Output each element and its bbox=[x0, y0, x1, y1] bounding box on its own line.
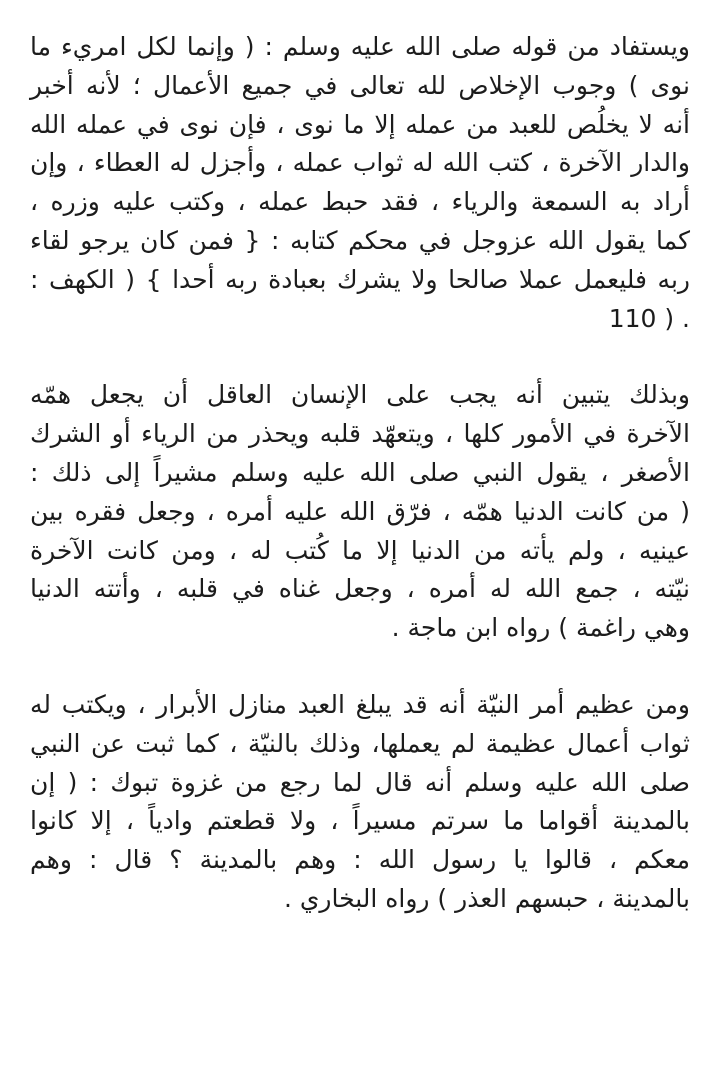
text-line: ثواب أعمال عظيمة لم يعملها، وذلك بالنيّة ، كما ثبت عن النبي bbox=[30, 728, 690, 758]
text-line: بالمدينة ، حبسهم العذر ) رواه البخاري . bbox=[283, 883, 690, 913]
text-line: معكم ، قالوا يا رسول الله : وهم بالمدينة ؟ قال : وهم bbox=[30, 845, 690, 875]
text-line: عينيه ، ولم يأته من الدنيا إلا ما كُتب له ، ومن كانت الآخرة bbox=[30, 535, 690, 565]
paragraph-2 bbox=[30, 376, 690, 648]
text-line: 110 ) . bbox=[608, 303, 690, 333]
text-line: ومن عظيم أمر النيّة أنه قد يبلغ العبد منازل الأبرار ، ويكتب له bbox=[30, 689, 690, 719]
paragraph-spacer bbox=[30, 338, 690, 376]
text-line: صلى الله عليه وسلم أنه قال لما رجع من غزوة تبوك : ( إن bbox=[30, 767, 690, 797]
text-line: والدار الآخرة ، كتب الله له ثواب عمله ، وأجزل له العطاء ، وإن bbox=[30, 148, 690, 178]
text-line: وبذلك يتبين أنه يجب على الإنسان العاقل أن يجعل همّه bbox=[30, 380, 690, 410]
paragraph-3 bbox=[30, 686, 690, 919]
paragraph-1 bbox=[30, 28, 690, 338]
text-line: ربه فليعمل عملا صالحا ولا يشرك بعبادة ربه أحدا } ( الكهف : bbox=[30, 264, 690, 294]
text-line: ( من كانت الدنيا همّه ، فرّق الله عليه أمره ، وجعل فقره بين bbox=[30, 496, 690, 526]
text-line: بالمدينة أقواما ما سرتم مسيراً ، ولا قطعتم وادياً ، إلا كانوا bbox=[30, 806, 690, 836]
text-line: نوى ) وجوب الإخلاص لله تعالى في جميع الأعمال ؛ لأنه أخبر bbox=[30, 70, 690, 100]
text-line: ويستفاد من قوله صلى الله عليه وسلم : ( وإنما لكل امريء ما bbox=[30, 32, 690, 61]
text-line: كما يقول الله عزوجل في محكم كتابه : { فمن كان يرجو لقاء bbox=[30, 225, 690, 255]
text-line: أنه لا يخلُص للعبد من عمله إلا ما نوى ، فإن نوى في عمله الله bbox=[30, 109, 690, 139]
text-line: أراد به السمعة والرياء ، فقد حبط عمله ، وكتب عليه وزره ، bbox=[30, 187, 690, 217]
text-line: نيّته ، جمع الله له أمره ، وجعل غناه في قلبه ، وأتته الدنيا bbox=[30, 574, 690, 604]
text-line: وهي راغمة ) رواه ابن ماجة . bbox=[391, 613, 690, 643]
paragraph-spacer bbox=[30, 648, 690, 686]
text-line: الأصغر ، يقول النبي صلى الله عليه وسلم مشيراً إلى ذلك : bbox=[30, 457, 690, 487]
text-line: الآخرة في الأمور كلها ، ويتعهّد قلبه ويحذر من الرياء أو الشرك bbox=[30, 419, 690, 449]
